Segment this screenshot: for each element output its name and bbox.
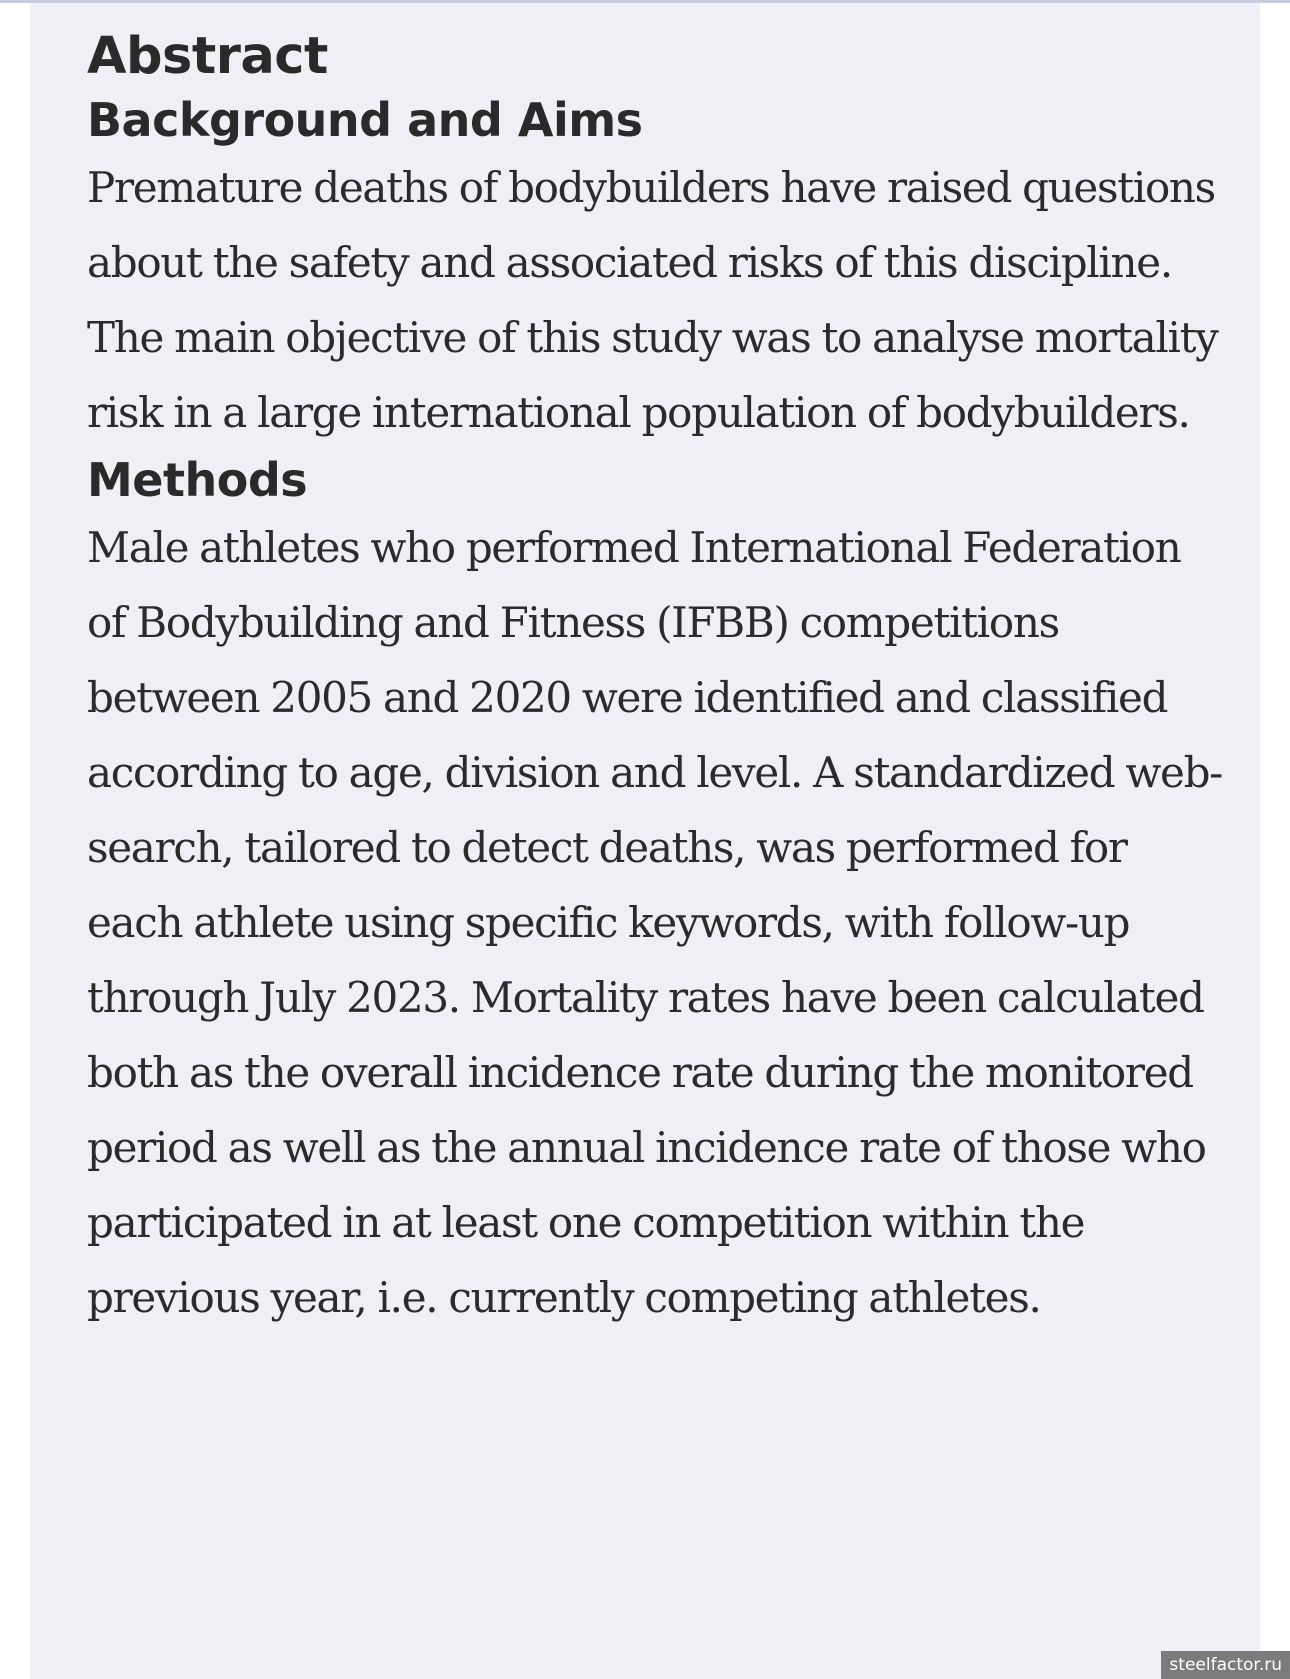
section-text-methods: Male athletes who performed International Federation of Bodybuilding and Fitness (IFBB) competitions between 2005 and 2020 were identified and classified according to age, division and level. A standardized web-search, tailored to detect deaths, was performed for each athlete using specific keywords, with follow-up through July 2023. Mortality rates have been calculated both as the overall incidence rate during the monitored period as well as the annual incidence rate of those who participated in at least one competition within the previous year, i.e. currently competing athletes. [87,523,1223,1322]
abstract-title: Abstract [87,27,328,86]
abstract-content [87,24,1227,1335]
watermark-label: steelfactor.ru [1161,1651,1290,1679]
section-heading-methods: Methods [87,453,308,507]
section-text-background: Premature deaths of bodybuilders have raised questions about the safety and associated risks of this discipline. The main objective of this study was to analyse mortality risk in a large international population of bodybuilders. [87,163,1218,437]
section-heading-background: Background and Aims [87,93,643,147]
